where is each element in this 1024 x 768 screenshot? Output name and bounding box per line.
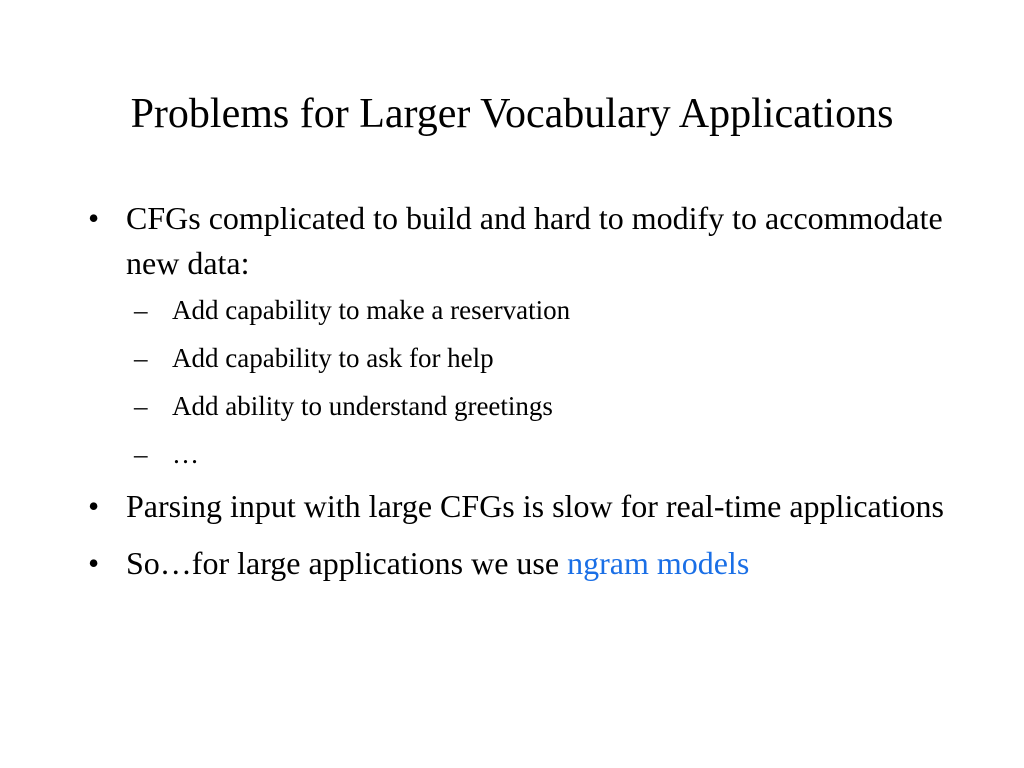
bullet-item <box>84 541 944 586</box>
spacer <box>84 529 944 541</box>
sub-bullet-text: … <box>172 439 199 469</box>
sub-bullet-list <box>126 292 944 473</box>
sub-bullet-item <box>126 436 944 473</box>
sub-bullet-text: Add ability to understand greetings <box>172 391 553 421</box>
sub-bullet-item <box>126 340 944 377</box>
dash-marker: – <box>134 439 148 469</box>
dash-marker: – <box>134 343 148 373</box>
bullet-marker: • <box>88 545 100 581</box>
bullet-text-prefix: So…for large applications we use <box>126 545 568 581</box>
dash-marker: – <box>134 391 148 421</box>
bullet-marker: • <box>88 200 100 236</box>
bullet-item <box>84 484 944 529</box>
sub-bullet-text: Add capability to ask for help <box>172 343 494 373</box>
sub-bullet-text: Add capability to make a reservation <box>172 295 571 325</box>
sub-bullet-item <box>126 292 944 329</box>
bullet-text: Parsing input with large CFGs is slow for real-time applications <box>126 488 944 524</box>
bullet-marker: • <box>88 488 100 524</box>
bullet-list <box>84 196 944 586</box>
sub-bullet-item <box>126 388 944 425</box>
bullet-text: CFGs complicated to build and hard to modify to accommodate new data: <box>126 200 943 281</box>
bullet-item <box>84 196 944 473</box>
slide-title: Problems for Larger Vocabulary Applications <box>130 91 894 137</box>
highlighted-term: ngram models <box>567 545 750 581</box>
dash-marker: – <box>134 295 148 325</box>
